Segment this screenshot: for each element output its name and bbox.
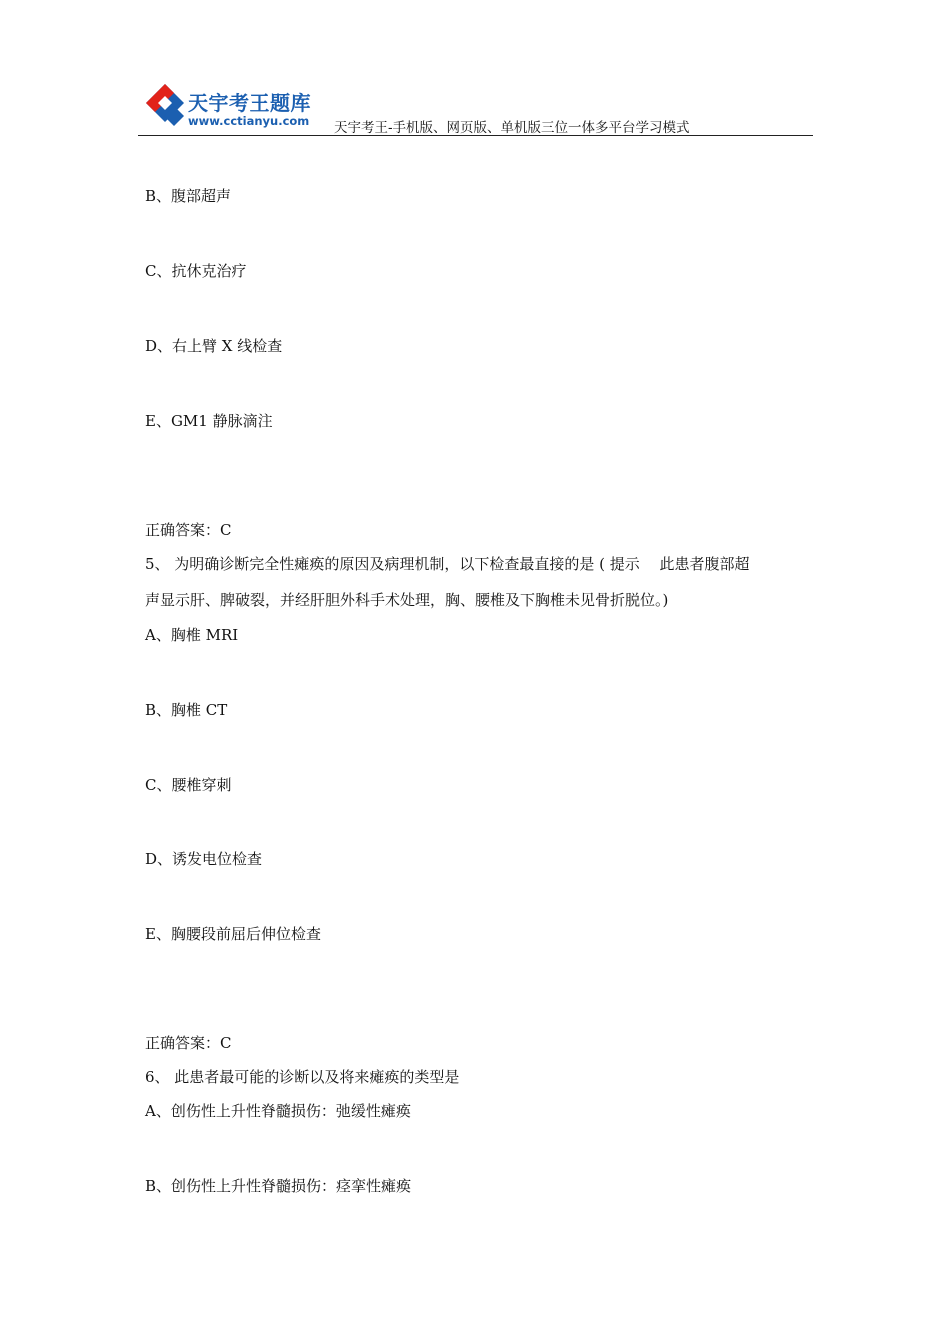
q5-option-d: D、诱发电位检查 [145,850,263,868]
logo-icon [144,82,186,128]
q4-answer: 正确答案：C [145,521,232,539]
q6-stem: 6、 此患者最可能的诊断以及将来瘫痪的类型是 [145,1068,460,1086]
q4-option-c: C、抗休克治疗 [145,262,247,280]
logo-url: www.cctianyu.com [188,114,310,128]
page-header [138,80,813,136]
q6-option-b: B、创伤性上升性脊髓损伤：痉挛性瘫痪 [145,1177,412,1195]
q5-stem-line1: 5、 为明确诊断完全性瘫痪的原因及病理机制，以下检查最直接的是 ( 提示 此患者腹部超 [145,555,750,573]
q5-answer: 正确答案：C [145,1034,232,1052]
q5-option-b: B、胸椎 CT [145,701,228,719]
q4-option-e: E、GM1 静脉滴注 [145,412,273,430]
q4-option-d: D、右上臂 X 线检查 [145,337,283,355]
header-tagline: 天宇考王-手机版、网页版、单机版三位一体多平台学习模式 [334,120,690,136]
q6-option-a: A、创伤性上升性脊髓损伤：弛缓性瘫痪 [145,1102,411,1120]
q5-option-c: C、腰椎穿刺 [145,776,232,794]
q5-stem-line2: 声显示肝、脾破裂，并经肝胆外科手术处理，胸、腰椎及下胸椎未见骨折脱位。) [145,591,669,609]
q5-option-e: E、胸腰段前屈后伸位检查 [145,925,321,943]
logo-title: 天宇考王题库 [188,91,311,115]
q4-option-b: B、腹部超声 [145,187,232,205]
q5-option-a: A、胸椎 MRI [145,626,239,644]
